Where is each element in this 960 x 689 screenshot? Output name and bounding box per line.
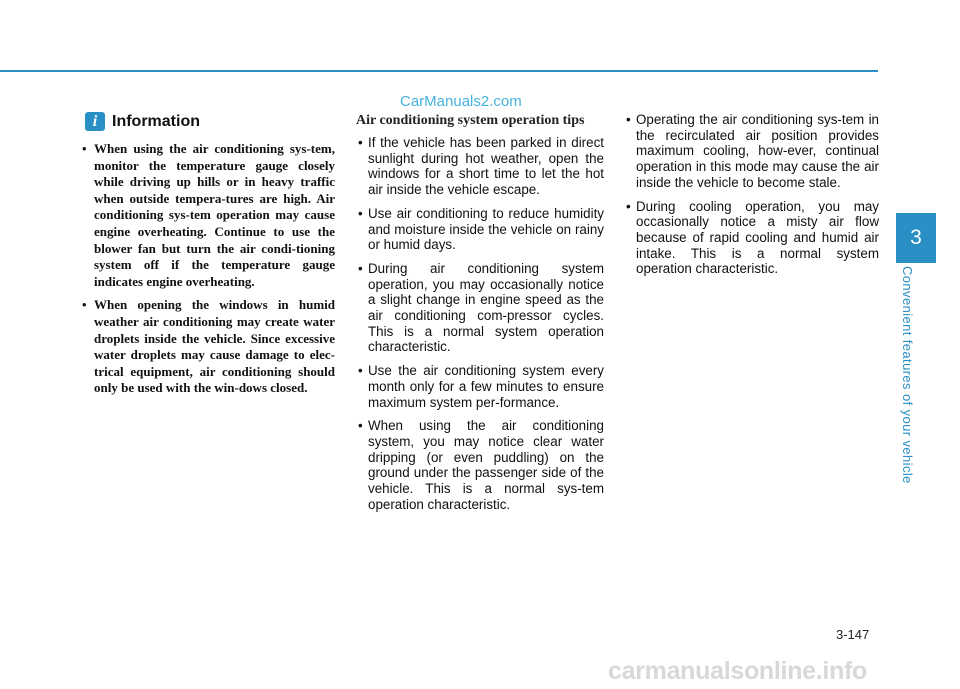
information-header bbox=[80, 112, 335, 131]
list-item: • During air conditioning system operation, you may occasionally notice a slight change in engine speed as the air conditioning com-pressor cycles. This is a normal system operation characteristic. bbox=[356, 261, 604, 355]
page-number: 3-147 bbox=[836, 627, 870, 642]
list-item: • Operating the air conditioning sys-tem in the recirculated air position provides maximum cooling, how-ever, continual operation in this mode may cause the air inside the vehicle to become stale. bbox=[624, 112, 879, 191]
header-rule bbox=[0, 70, 878, 72]
watermark-bottom[interactable]: carmanualsonline.info bbox=[608, 657, 868, 685]
list-item: • When using the air conditioning system, you may notice clear water dripping (or even puddling) on the ground under the passenger side of the vehicle. This is a normal sys-tem operation characteristic. bbox=[356, 418, 604, 512]
right-list bbox=[624, 112, 879, 277]
list-item: • When opening the windows in humid weather air conditioning may create water droplets inside the vehicle. Since excessive water droplets may cause damage to elec-trical equipment, air conditioning should only be used with the win-dows closed. bbox=[80, 297, 335, 397]
watermark-top[interactable]: CarManuals2.com bbox=[400, 93, 522, 110]
information-title: Information bbox=[112, 112, 200, 130]
list-item: • During cooling operation, you may occasionally notice a misty air flow because of rapid cooling and humid air intake. This is a normal system operation characteristic. bbox=[624, 199, 879, 278]
section-title: Air conditioning system operation tips bbox=[356, 113, 585, 128]
chapter-title: Convenient features of your vehicle bbox=[900, 266, 915, 484]
right-column bbox=[624, 112, 879, 285]
list-item: • When using the air conditioning sys-tem, monitor the temperature gauge closely while driving up hills or in heavy traffic when outside tempera-tures are high. Air conditioning sys-tem operation may cause engine overheating. Continue to use the blower fan but turn the air condi-tioning system off if the temperature gauge indicates engine overheating. bbox=[80, 141, 335, 290]
info-icon: i bbox=[85, 112, 105, 131]
list-item: • Use air conditioning to reduce humidity and moisture inside the vehicle on rainy or humid days. bbox=[356, 206, 604, 253]
tips-list bbox=[356, 135, 604, 512]
list-item: • Use the air conditioning system every month only for a few minutes to ensure maximum system per-formance. bbox=[356, 363, 604, 410]
information-column bbox=[80, 112, 335, 404]
information-list bbox=[80, 141, 335, 397]
list-item: • If the vehicle has been parked in direct sunlight during hot weather, open the windows for a short time to let the hot air inside the vehicle escape. bbox=[356, 135, 604, 198]
chapter-tab[interactable]: 3 bbox=[896, 213, 936, 263]
tips-column bbox=[356, 112, 604, 520]
